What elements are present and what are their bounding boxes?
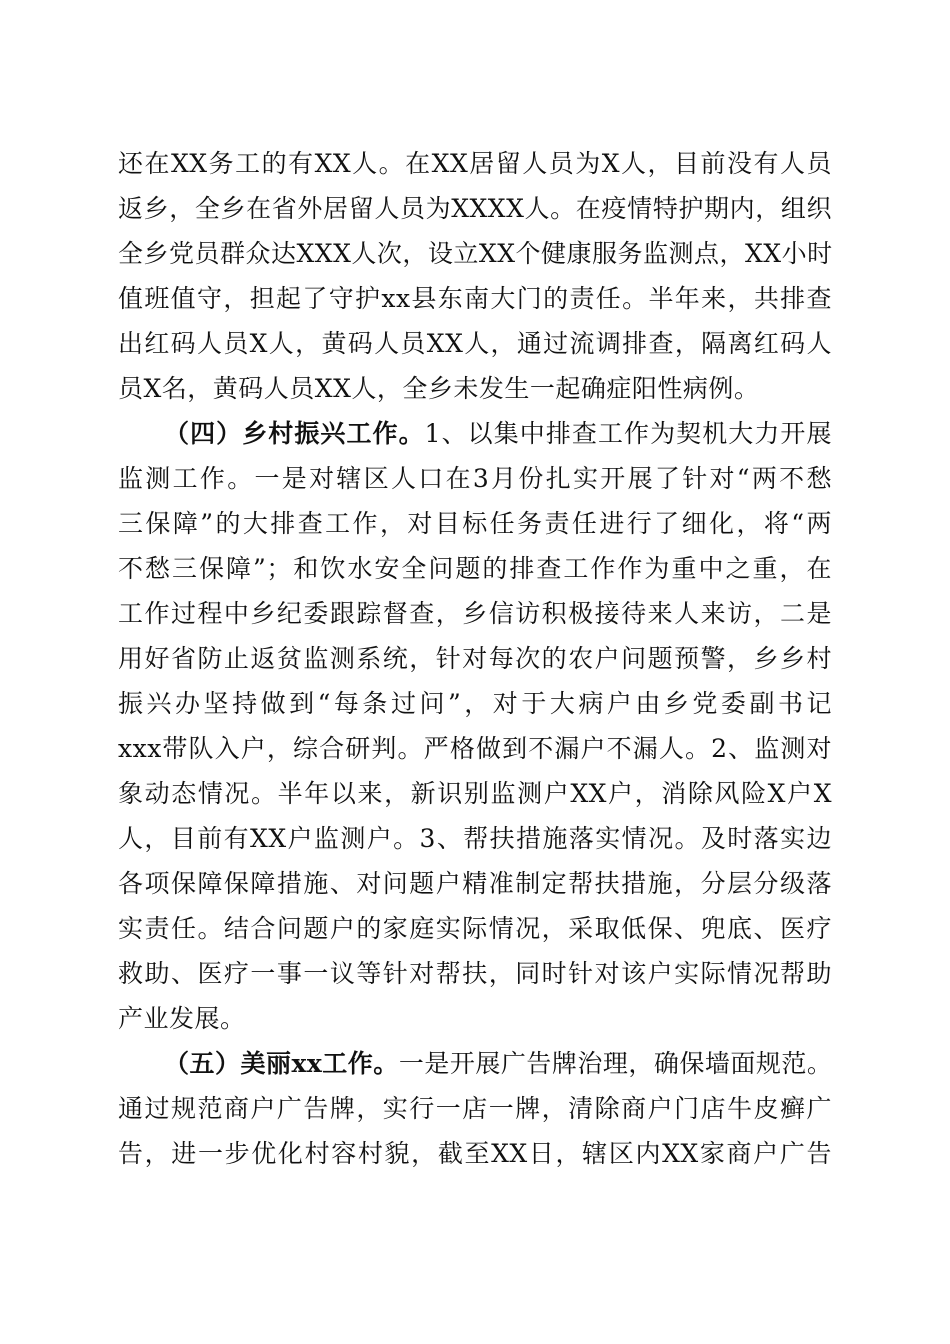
- section-heading-line: [164, 1044, 832, 1084]
- text-line: 不愁三保障”；和饮水安全问题的排查工作作为重中之重，在: [118, 554, 832, 583]
- section-heading-line: [164, 414, 832, 454]
- text-line: 三保障”的大排查工作，对目标任务责任进行了细化，将“两: [118, 509, 832, 538]
- section-heading: （四）乡村振兴工作。: [164, 419, 425, 448]
- text-line: 振兴办坚持做到“每条过问”，对于大病户由乡党委副书记: [118, 689, 832, 718]
- text-line: 工作过程中乡纪委跟踪督查，乡信访积极接待来人来访，二是: [118, 599, 832, 628]
- text-line: 实责任。结合问题户的家庭实际情况，采取低保、兜底、医疗: [118, 914, 832, 943]
- text-line: 监测工作。一是对辖区人口在3月份扎实开展了针对“两不愁: [118, 464, 832, 493]
- text-line: 告，进一步优化村容村貌，截至XX日，辖区内XX家商户广告: [118, 1139, 832, 1168]
- text-line: 产业发展。: [118, 1004, 246, 1033]
- text-line: 全乡党员群众达XXX人次，设立XX个健康服务监测点，XX小时: [118, 239, 833, 268]
- text-line: 还在XX务工的有XX人。在XX居留人员为X人，目前没有人员: [118, 149, 832, 178]
- section-body-text: 1、以集中排查工作为契机大力开展: [424, 419, 832, 448]
- text-line: 各项保障保障措施、对问题户精准制定帮扶措施，分层分级落: [118, 869, 832, 898]
- text-line: 救助、医疗一事一议等针对帮扶，同时针对该户实际情况帮助: [118, 959, 832, 988]
- section-body-text: 一是开展广告牌治理，确保墙面规范。: [398, 1049, 833, 1078]
- text-line: 象动态情况。半年以来，新识别监测户XX户，消除风险X户X: [118, 779, 832, 808]
- text-line: 值班值守，担起了守护xx县东南大门的责任。半年来，共排查: [118, 284, 832, 313]
- section-heading: （五）美丽xx工作。: [164, 1049, 399, 1078]
- text-line: 返乡，全乡在省外居留人员为XXXX人。在疫情特护期内，组织: [118, 194, 832, 223]
- text-line: xxx带队入户，综合研判。严格做到不漏户不漏人。2、监测对: [118, 734, 832, 763]
- text-line: 人，目前有XX户监测户。3、帮扶措施落实情况。及时落实边: [118, 824, 832, 853]
- text-line: 员X名，黄码人员XX人，全乡未发生一起确症阳性病例。: [118, 374, 760, 403]
- text-line: 出红码人员X人，黄码人员XX人，通过流调排查，隔离红码人: [118, 329, 832, 358]
- text-line: 通过规范商户广告牌，实行一店一牌，清除商户门店牛皮癣广: [118, 1094, 832, 1123]
- text-line: 用好省防止返贫监测系统，针对每次的农户问题预警，乡乡村: [118, 644, 832, 673]
